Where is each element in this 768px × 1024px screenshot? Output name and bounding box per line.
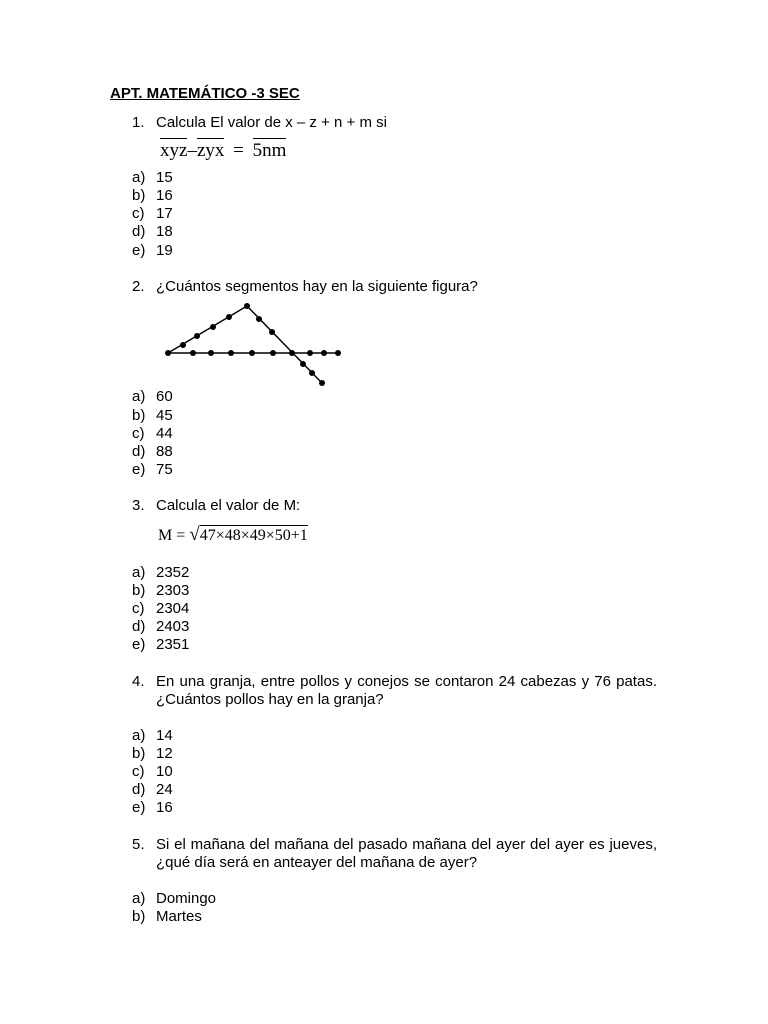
option-value: 2304	[156, 600, 190, 617]
figure-point	[309, 370, 315, 376]
question-text: Calcula el valor de M:	[156, 497, 301, 514]
option-value: 75	[156, 461, 173, 478]
figure-point	[300, 361, 306, 367]
option-letter: d)	[132, 781, 146, 798]
option-value: 10	[156, 763, 173, 780]
option-letter: c)	[132, 205, 145, 222]
option-letter: c)	[132, 425, 145, 442]
figure-point	[321, 350, 327, 356]
option-letter: e)	[132, 461, 146, 478]
question-text: Calcula El valor de x – z + n + m si	[156, 114, 387, 131]
option-letter: a)	[132, 169, 146, 186]
formula-term-2: zyx	[196, 140, 225, 161]
figure-point	[165, 350, 171, 356]
figure-left-slope-line	[168, 306, 247, 353]
option-value: 44	[156, 425, 173, 442]
figure-point	[319, 380, 325, 386]
option-value: 19	[156, 242, 173, 259]
option-value: 2351	[156, 636, 190, 653]
option-value: 2352	[156, 564, 190, 581]
figure-point	[335, 350, 341, 356]
option-letter: d)	[132, 223, 146, 240]
option-letter: b)	[132, 908, 146, 925]
question-number: 4.	[132, 673, 145, 690]
figure-point	[228, 350, 234, 356]
option-letter: c)	[132, 763, 145, 780]
sqrt-icon: √	[189, 524, 200, 545]
question-text: Si el mañana del mañana del pasado mañana del ayer del ayer es jueves, ¿qué día será en anteayer del mañana de ayer?	[156, 836, 657, 871]
option-value: Domingo	[156, 890, 217, 907]
question-number: 2.	[132, 278, 145, 295]
option-letter: e)	[132, 242, 146, 259]
question-text: En una granja, entre pollos y conejos se contaron 24 cabezas y 76 patas. ¿Cuántos pollos hay en la granja?	[156, 673, 657, 708]
figure-point	[270, 350, 276, 356]
option-letter: e)	[132, 799, 146, 816]
formula-equals: =	[233, 140, 244, 161]
page-title: APT. MATEMÁTICO -3 SEC	[110, 85, 300, 102]
formula-result: 5nm	[252, 140, 287, 161]
option-value: 17	[156, 205, 173, 222]
figure-point	[226, 314, 232, 320]
figure-point	[208, 350, 214, 356]
figure-point	[269, 329, 275, 335]
figure-point	[307, 350, 313, 356]
option-letter: b)	[132, 745, 146, 762]
option-value: 12	[156, 745, 173, 762]
option-value: 24	[156, 781, 173, 798]
option-value: Martes	[156, 908, 202, 925]
option-letter: a)	[132, 388, 146, 405]
option-value: 2303	[156, 582, 190, 599]
question-number: 1.	[132, 114, 145, 131]
formula-lhs: M =	[158, 527, 186, 544]
option-letter: a)	[132, 727, 146, 744]
figure-point	[194, 333, 200, 339]
option-letter: a)	[132, 890, 146, 907]
option-value: 60	[156, 388, 173, 405]
option-letter: b)	[132, 407, 146, 424]
option-value: 15	[156, 169, 173, 186]
figure-point	[180, 342, 186, 348]
option-value: 2403	[156, 618, 190, 635]
option-value: 16	[156, 799, 173, 816]
option-letter: d)	[132, 618, 146, 635]
option-letter: d)	[132, 443, 146, 460]
question-3-formula	[158, 524, 308, 547]
option-letter: e)	[132, 636, 146, 653]
option-value: 18	[156, 223, 173, 240]
formula-minus: –	[187, 140, 197, 161]
figure-point	[289, 350, 295, 356]
question-text: ¿Cuántos segmentos hay en la siguiente figura?	[156, 278, 478, 295]
option-letter: b)	[132, 582, 146, 599]
formula-term-1: xyz	[160, 140, 188, 161]
option-letter: a)	[132, 564, 146, 581]
option-value: 16	[156, 187, 173, 204]
figure-point	[244, 303, 250, 309]
question-number: 5.	[132, 836, 145, 853]
figure-point	[210, 324, 216, 330]
option-value: 14	[156, 727, 173, 744]
option-value: 45	[156, 407, 173, 424]
option-letter: b)	[132, 187, 146, 204]
figure-point	[190, 350, 196, 356]
figure-point	[256, 316, 262, 322]
formula-radicand: 47×48×49×50+1	[199, 527, 308, 544]
option-value: 88	[156, 443, 173, 460]
option-letter: c)	[132, 600, 145, 617]
figure-point	[249, 350, 255, 356]
question-number: 3.	[132, 497, 145, 514]
